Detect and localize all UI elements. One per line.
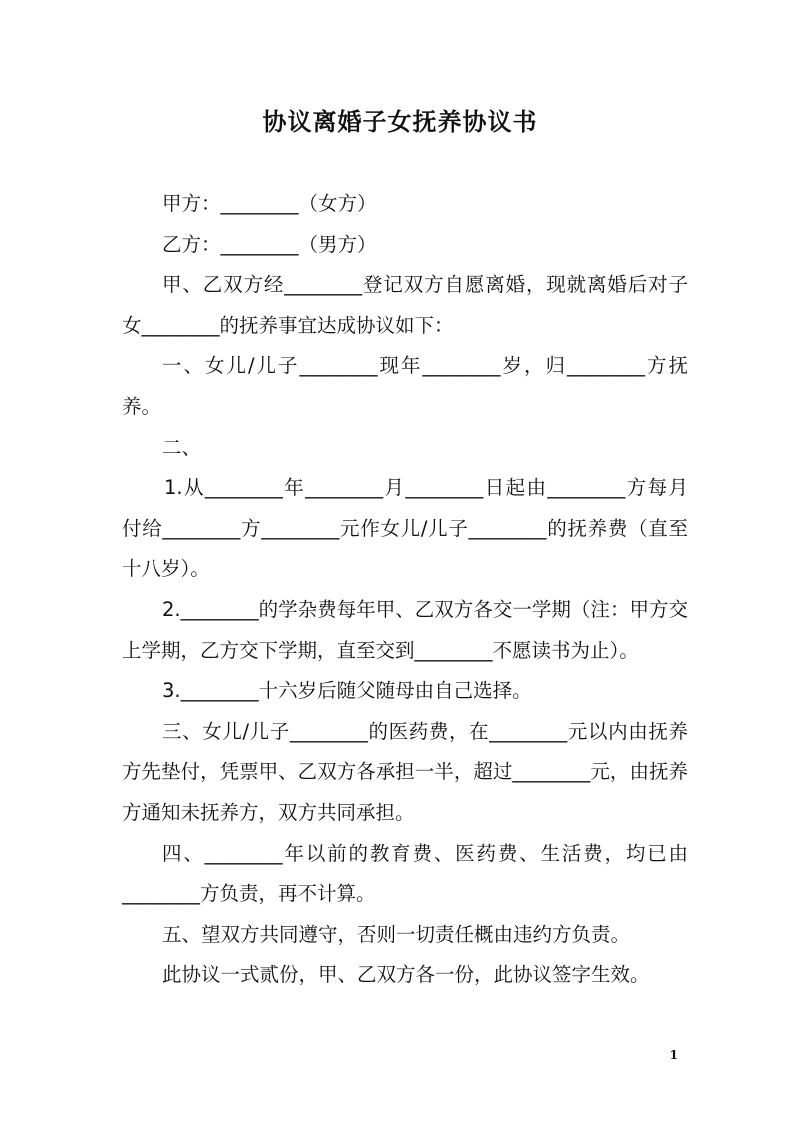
- closing-paragraph: 此协议一式贰份，甲、乙双方各一份，此协议签字生效。: [162, 963, 650, 987]
- page-number: 1: [669, 1048, 678, 1062]
- party-a-line: 甲方：________（女方）: [162, 192, 377, 215]
- clause-two-item-2: 2.________的学杂费每年甲、乙双方各交一学期（注：甲方交上学期，乙方交下学期，直至交到________不愿读书为止）。: [122, 597, 688, 662]
- document-title: 协议离婚子女抚养协议书: [262, 108, 538, 136]
- party-b-line: 乙方：________（男方）: [162, 232, 377, 256]
- preamble-paragraph: 甲、乙双方经________登记双方自愿离婚，现就离婚后对子女________的抚养事宜达成协议如下：: [122, 273, 688, 337]
- document-body: [122, 184, 688, 996]
- clause-one: 一、女儿/儿子________现年________岁，归________方抚养。: [122, 354, 688, 418]
- clause-two-item-3: 3.________十六岁后随父随母由自己选择。: [162, 679, 532, 703]
- clause-four: 四、________年以前的教育费、医药费、生活费，均已由________方负责，再不计算。: [122, 841, 688, 906]
- clause-two-item-1: 1.从________年________月________日起由________方每月付给________方________元作女儿/儿子________的抚养费（直至十八岁）。: [122, 476, 688, 581]
- clause-two-heading: 二、: [162, 435, 202, 459]
- clause-five: 五、望双方共同遵守，否则一切责任概由违约方负责。: [162, 922, 631, 946]
- clause-three: 三、女儿/儿子________的医药费，在________元以内由抚养方先垫付，凭票甲、乙双方各承担一半，超过________元，由抚养方通知未抚养方，双方共同承担。: [122, 719, 688, 824]
